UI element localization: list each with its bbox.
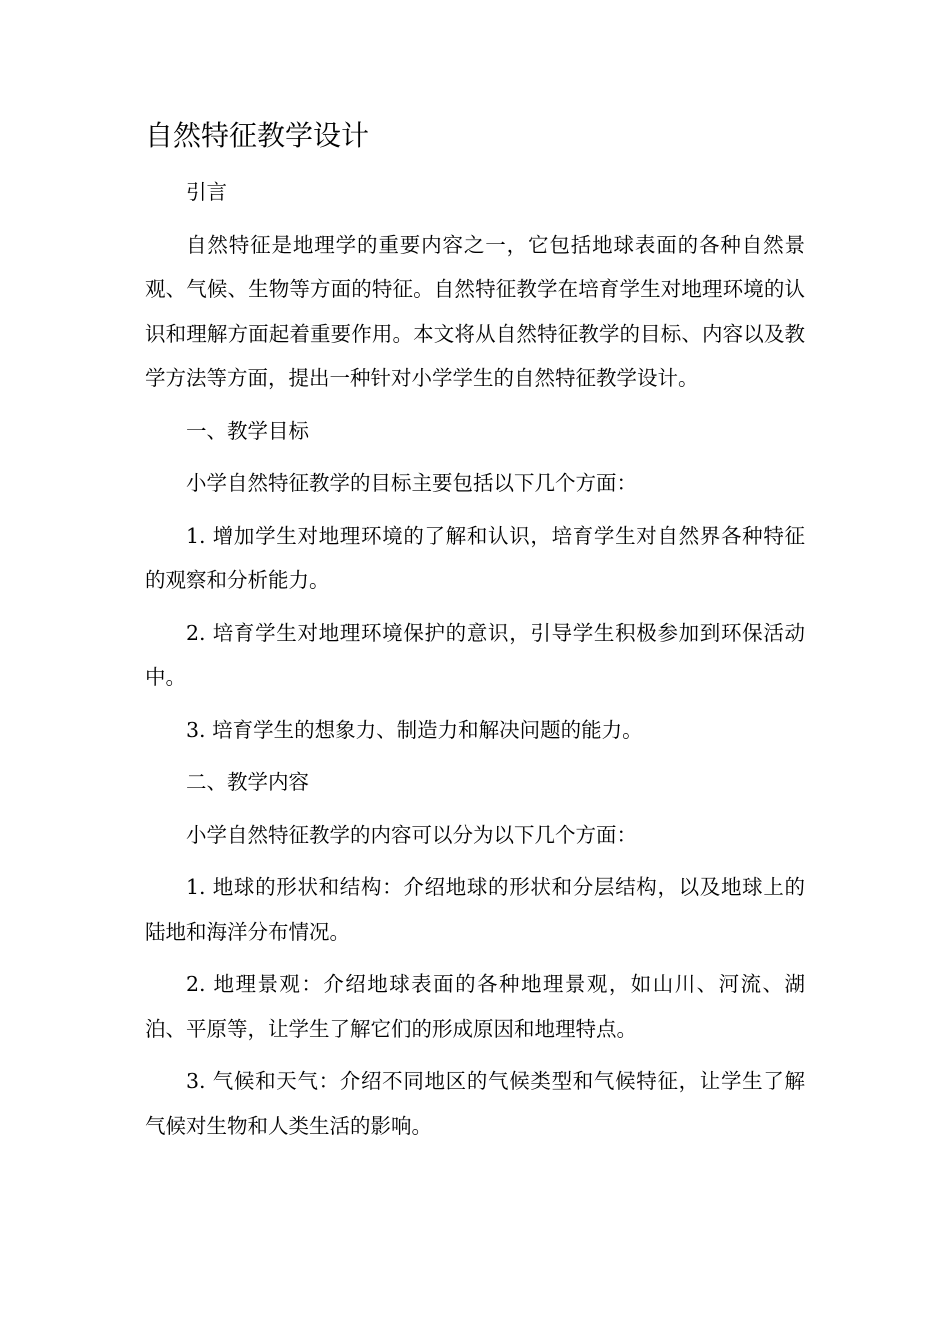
content-item-1: 1. 地球的形状和结构：介绍地球的形状和分层结构，以及地球上的陆地和海洋分布情况。 bbox=[145, 875, 805, 944]
document-title: 自然特征教学设计 bbox=[145, 119, 370, 152]
intro-paragraph: 自然特征是地理学的重要内容之一，它包括地球表面的各种自然景观、气候、生物等方面的特征。自然特征教学在培育学生对地理环境的认识和理解方面起着重要作用。本文将从自然特征教学的目标、内容以及教学方法等方面，提出一种针对小学学生的自然特征教学设计。 bbox=[145, 232, 805, 390]
section-heading-teaching-goals: 一、教学目标 bbox=[186, 418, 309, 443]
goals-intro-paragraph: 小学自然特征教学的目标主要包括以下几个方面： bbox=[186, 471, 637, 495]
goal-item-2: 2. 培育学生对地理环境保护的意识，引导学生积极参加到环保活动中。 bbox=[145, 620, 805, 689]
document-body bbox=[145, 170, 805, 1156]
section-heading-teaching-content: 二、教学内容 bbox=[186, 770, 309, 794]
section-heading-introduction: 引言 bbox=[186, 180, 227, 204]
content-item-2: 2. 地理景观：介绍地球表面的各种地理景观，如山川、河流、湖泊、平原等，让学生了解它们的形成原因和地理特点。 bbox=[145, 972, 805, 1041]
content-item-3: 3. 气候和天气：介绍不同地区的气候类型和气候特征，让学生了解气候对生物和人类生活的影响。 bbox=[145, 1069, 805, 1138]
content-intro-paragraph: 小学自然特征教学的内容可以分为以下几个方面： bbox=[186, 822, 637, 847]
goal-item-3: 3. 培育学生的想象力、制造力和解决问题的能力。 bbox=[186, 717, 643, 742]
goal-item-1: 1. 增加学生对地理环境的了解和认识，培育学生对自然界各种特征的观察和分析能力。 bbox=[145, 523, 805, 592]
